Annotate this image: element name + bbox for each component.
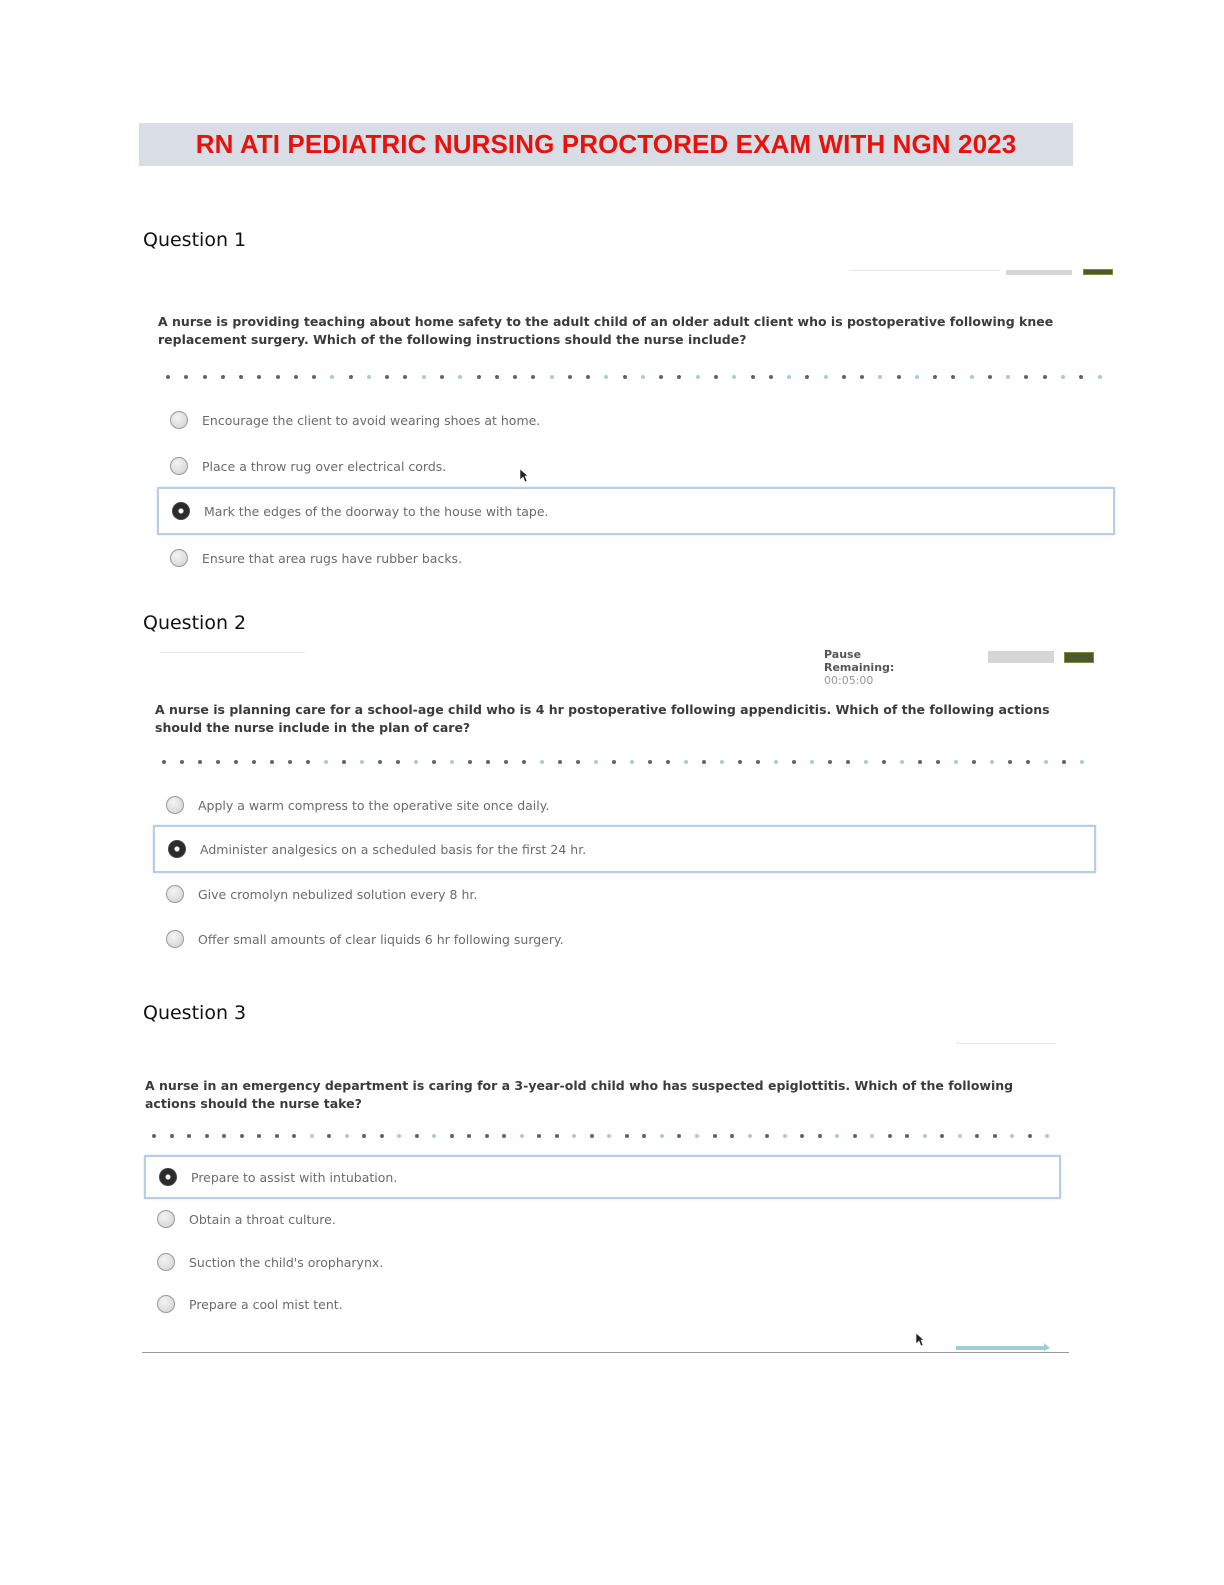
divider-dot [732, 375, 736, 379]
divider-dot [1026, 760, 1030, 764]
divider-dot [422, 375, 426, 379]
divider-dot [1062, 760, 1066, 764]
divider-dot [1098, 375, 1102, 379]
radio-selected-icon[interactable] [172, 502, 190, 520]
divider-dot [666, 760, 670, 764]
divider-dot [972, 760, 976, 764]
question-1-stem: A nurse is providing teaching about home safety to the adult child of an older adult client who is postoperative following knee replacement surgery. Which of the following instructions should the nurse include? [158, 314, 1054, 347]
divider-dot [818, 1134, 822, 1138]
battery-indicator-icon [1064, 652, 1094, 663]
divider-dot [378, 760, 382, 764]
divider-dot [659, 375, 663, 379]
divider-dot [824, 375, 828, 379]
option-text: Encourage the client to avoid wearing shoes at home. [202, 412, 541, 428]
question-2-stem: A nurse is planning care for a school-age child who is 4 hr postoperative following appendicitis. Which of the following actions should the nurse include in the plan of care? [155, 702, 1050, 735]
divider-dot [485, 1134, 489, 1138]
divider-dot [787, 375, 791, 379]
divider-dot [467, 1134, 471, 1138]
next-arrow-icon[interactable] [956, 1343, 1050, 1351]
radio-unselected-icon[interactable] [157, 1295, 175, 1313]
divider-dot [477, 375, 481, 379]
divider-dot [345, 1134, 349, 1138]
divider-dot [993, 1134, 997, 1138]
divider-dot [864, 760, 868, 764]
divider-dot [905, 1134, 909, 1138]
divider-dot [170, 1134, 174, 1138]
radio-selected-icon[interactable] [168, 840, 186, 858]
divider-dot [162, 760, 166, 764]
divider-dot [792, 760, 796, 764]
divider-dot [270, 760, 274, 764]
question-3-label: Question 3 [143, 1002, 247, 1024]
divider-dot [695, 1134, 699, 1138]
divider-dot [970, 375, 974, 379]
divider-dot [380, 1134, 384, 1138]
option-text: Offer small amounts of clear liquids 6 hr following surgery. [198, 931, 564, 947]
divider-dot [276, 375, 280, 379]
option-text: Mark the edges of the doorway to the house with tape. [204, 503, 549, 519]
divider-dot [630, 760, 634, 764]
divider-dot [1028, 1134, 1032, 1138]
divider-dot [502, 1134, 506, 1138]
battery-indicator-icon [1083, 269, 1113, 275]
divider-dot [842, 375, 846, 379]
title-banner [139, 123, 1073, 166]
pause-remaining-time: 00:05:00 [824, 674, 874, 687]
question-1-option-3-selected[interactable] [157, 487, 1115, 535]
divider-dot [403, 375, 407, 379]
divider-dot [1080, 760, 1084, 764]
mouse-cursor-icon [915, 1332, 925, 1347]
divider-dot [504, 760, 508, 764]
divider-dot [586, 375, 590, 379]
divider-dot [450, 1134, 454, 1138]
divider-dot [522, 760, 526, 764]
question-1-dotted-divider [166, 374, 1102, 380]
divider-dot [918, 760, 922, 764]
divider-dot [1045, 1134, 1049, 1138]
divider-dot [975, 1134, 979, 1138]
divider-dot [648, 760, 652, 764]
question-2-option-2-selected[interactable] [153, 825, 1096, 873]
divider-dot [495, 375, 499, 379]
pause-remaining-text [824, 648, 894, 687]
question-2-label: Question 2 [143, 612, 247, 634]
divider-dot [294, 375, 298, 379]
divider-dot [1024, 375, 1028, 379]
divider-dot [414, 760, 418, 764]
divider-dot [774, 760, 778, 764]
divider-dot [205, 1134, 209, 1138]
divider-dot [923, 1134, 927, 1138]
divider-dot [152, 1134, 156, 1138]
divider-dot [187, 1134, 191, 1138]
divider-dot [660, 1134, 664, 1138]
divider-dot [835, 1134, 839, 1138]
radio-unselected-icon[interactable] [170, 549, 188, 567]
divider-dot [870, 1134, 874, 1138]
divider-dot [166, 375, 170, 379]
divider-dot [702, 760, 706, 764]
divider-dot [568, 375, 572, 379]
radio-unselected-icon[interactable] [157, 1210, 175, 1228]
option-text: Prepare to assist with intubation. [191, 1169, 398, 1185]
option-text: Place a throw rug over electrical cords. [202, 458, 447, 474]
divider-dot [234, 760, 238, 764]
radio-selected-icon[interactable] [159, 1168, 177, 1186]
divider-dot [590, 1134, 594, 1138]
divider-dot [897, 375, 901, 379]
mouse-cursor-icon [519, 468, 529, 483]
divider-dot [520, 1134, 524, 1138]
radio-unselected-icon[interactable] [170, 411, 188, 429]
divider-dot [888, 1134, 892, 1138]
divider-dot [1006, 375, 1010, 379]
divider-dot [800, 1134, 804, 1138]
divider-dot [222, 1134, 226, 1138]
pause-remaining-label: Pause Remaining: [824, 648, 895, 674]
divider-dot [221, 375, 225, 379]
divider-dot [765, 1134, 769, 1138]
divider-dot [310, 1134, 314, 1138]
divider-dot [558, 760, 562, 764]
divider-dot [342, 760, 346, 764]
radio-unselected-icon[interactable] [157, 1253, 175, 1271]
divider-dot [878, 375, 882, 379]
divider-dot [1010, 1134, 1014, 1138]
option-text: Prepare a cool mist tent. [189, 1296, 343, 1312]
option-text: Apply a warm compress to the operative site once daily. [198, 797, 550, 813]
divider-dot [216, 760, 220, 764]
divider-dot [257, 1134, 261, 1138]
divider-dot [537, 1134, 541, 1138]
divider-dot [327, 1134, 331, 1138]
question-1-label: Question 1 [143, 229, 247, 251]
question-1-option-2[interactable] [170, 444, 1110, 488]
divider-dot [951, 375, 955, 379]
divider-dot [324, 760, 328, 764]
divider-dot [990, 760, 994, 764]
question-3-option-4[interactable] [157, 1282, 1057, 1326]
divider-dot [958, 1134, 962, 1138]
divider-dot [860, 375, 864, 379]
divider-dot [604, 375, 608, 379]
divider-dot [198, 760, 202, 764]
divider-dot [360, 760, 364, 764]
question-2-dotted-divider [162, 759, 1084, 765]
divider-dot [623, 375, 627, 379]
divider-dot [450, 760, 454, 764]
divider-dot [513, 375, 517, 379]
question-1-option-1[interactable] [170, 398, 1110, 442]
topbar-divider [850, 270, 1000, 271]
question-3-option-2[interactable] [157, 1197, 1057, 1241]
divider-dot [954, 760, 958, 764]
divider-dot [936, 760, 940, 764]
divider-dot [783, 1134, 787, 1138]
divider-dot [257, 375, 261, 379]
divider-dot [555, 1134, 559, 1138]
divider-dot [550, 375, 554, 379]
divider-dot [915, 375, 919, 379]
divider-dot [713, 1134, 717, 1138]
divider-dot [292, 1134, 296, 1138]
option-text: Ensure that area rugs have rubber backs. [202, 550, 463, 566]
divider-dot [362, 1134, 366, 1138]
divider-dot [1079, 375, 1083, 379]
divider-dot [239, 375, 243, 379]
option-text: Suction the child's oropharynx. [189, 1254, 384, 1270]
divider-dot [988, 375, 992, 379]
divider-dot [1043, 375, 1047, 379]
divider-dot [828, 760, 832, 764]
divider-dot [312, 375, 316, 379]
divider-dot [677, 375, 681, 379]
divider-dot [730, 1134, 734, 1138]
divider-dot [933, 375, 937, 379]
divider-dot [440, 375, 444, 379]
topbar-divider [956, 1043, 1056, 1044]
divider-dot [612, 760, 616, 764]
question-2-option-4[interactable] [166, 917, 1096, 961]
option-text: Administer analgesics on a scheduled basis for the first 24 hr. [200, 841, 587, 857]
topbar-divider [160, 652, 305, 653]
question-1-option-4[interactable] [170, 536, 1110, 580]
bottom-divider [142, 1352, 1069, 1353]
divider-dot [751, 375, 755, 379]
divider-dot [240, 1134, 244, 1138]
divider-dot [805, 375, 809, 379]
divider-dot [275, 1134, 279, 1138]
divider-dot [756, 760, 760, 764]
divider-dot [367, 375, 371, 379]
question-2-option-1[interactable] [166, 783, 1096, 827]
divider-dot [853, 1134, 857, 1138]
topbar-progress-box [1006, 270, 1072, 275]
option-text: Give cromolyn nebulized solution every 8 hr. [198, 886, 478, 902]
divider-dot [385, 375, 389, 379]
divider-dot [594, 760, 598, 764]
divider-dot [203, 375, 207, 379]
divider-dot [714, 375, 718, 379]
question-3-dotted-divider [152, 1133, 1050, 1139]
question-3-option-1-selected[interactable] [144, 1155, 1061, 1199]
divider-dot [696, 375, 700, 379]
divider-dot [540, 760, 544, 764]
divider-dot [940, 1134, 944, 1138]
divider-dot [576, 760, 580, 764]
divider-dot [180, 760, 184, 764]
topbar-progress-box [988, 651, 1054, 663]
document-title: RN ATI PEDIATRIC NURSING PROCTORED EXAM WITH NGN 2023 [195, 129, 1017, 159]
divider-dot [572, 1134, 576, 1138]
divider-dot [531, 375, 535, 379]
divider-dot [458, 375, 462, 379]
divider-dot [642, 1134, 646, 1138]
radio-unselected-icon[interactable] [166, 930, 184, 948]
divider-dot [432, 1134, 436, 1138]
radio-unselected-icon[interactable] [166, 885, 184, 903]
option-text: Obtain a throat culture. [189, 1211, 336, 1227]
divider-dot [184, 375, 188, 379]
divider-dot [900, 760, 904, 764]
radio-unselected-icon[interactable] [166, 796, 184, 814]
radio-unselected-icon[interactable] [170, 457, 188, 475]
divider-dot [684, 760, 688, 764]
divider-dot [288, 760, 292, 764]
question-2-option-3[interactable] [166, 872, 1096, 916]
divider-dot [738, 760, 742, 764]
divider-dot [306, 760, 310, 764]
divider-dot [882, 760, 886, 764]
divider-dot [432, 760, 436, 764]
divider-dot [607, 1134, 611, 1138]
divider-dot [748, 1134, 752, 1138]
divider-dot [349, 375, 353, 379]
divider-dot [641, 375, 645, 379]
question-3-option-3[interactable] [157, 1240, 1057, 1284]
divider-dot [810, 760, 814, 764]
divider-dot [330, 375, 334, 379]
divider-dot [397, 1134, 401, 1138]
divider-dot [846, 760, 850, 764]
divider-dot [769, 375, 773, 379]
divider-dot [1061, 375, 1065, 379]
divider-dot [415, 1134, 419, 1138]
divider-dot [252, 760, 256, 764]
question-3-stem: A nurse in an emergency department is caring for a 3-year-old child who has suspected epiglottitis. Which of the following actions should the nurse take? [145, 1078, 1014, 1111]
divider-dot [677, 1134, 681, 1138]
divider-dot [1044, 760, 1048, 764]
divider-dot [468, 760, 472, 764]
divider-dot [625, 1134, 629, 1138]
divider-dot [396, 760, 400, 764]
divider-dot [1008, 760, 1012, 764]
divider-dot [486, 760, 490, 764]
divider-dot [720, 760, 724, 764]
